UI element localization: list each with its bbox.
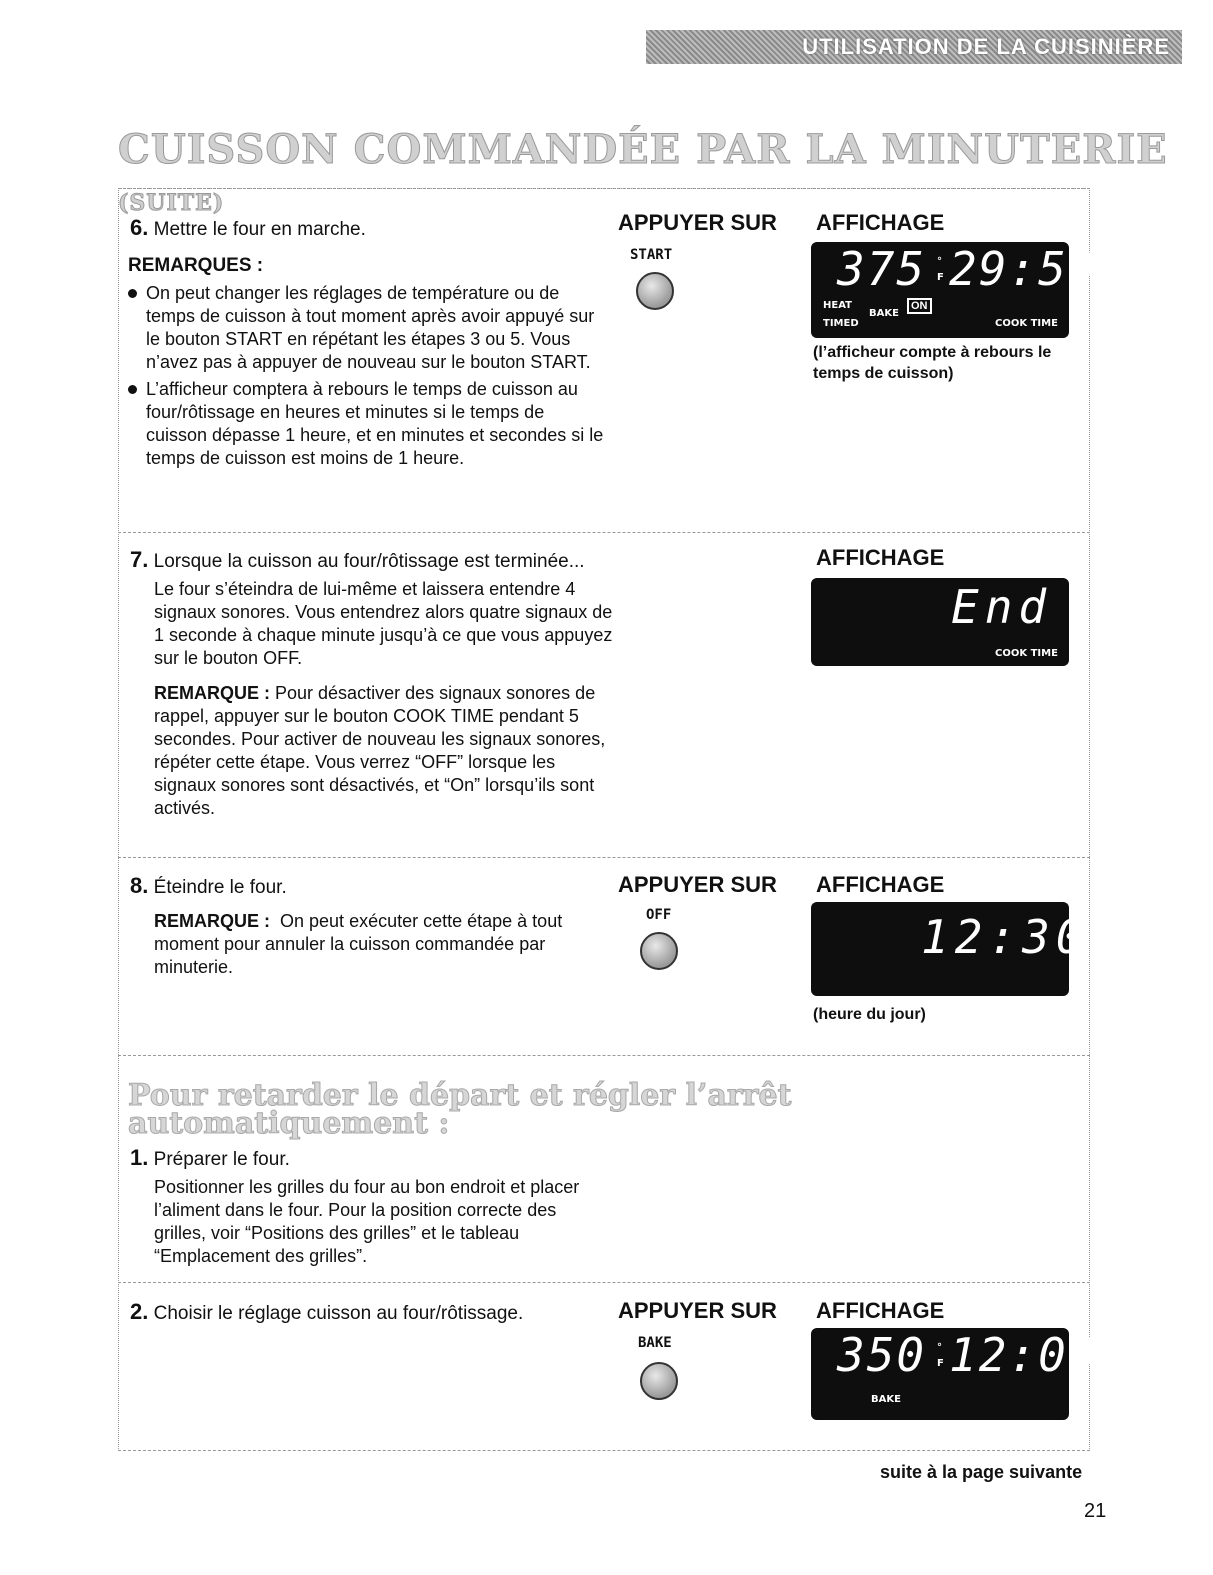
remark — [154, 682, 614, 820]
display-time: 29:59 — [949, 242, 1098, 296]
display-heat: HEAT — [823, 300, 852, 311]
step-1 — [130, 1146, 290, 1171]
press-label: APPUYER SUR — [618, 1298, 777, 1323]
oven-display: 375 ° F 29:59 HEAT TIMED BAKE ON COOK TIME — [811, 242, 1069, 338]
step-8 — [130, 874, 287, 899]
off-button[interactable] — [640, 932, 678, 970]
step-text: Éteindre le four. — [153, 877, 287, 898]
display-label: AFFICHAGE — [816, 545, 945, 570]
display-unit: F — [937, 272, 944, 283]
display-temperature: 350 — [837, 1328, 927, 1382]
oven-display: 350 ° F 12:00 BAKE — [811, 1328, 1069, 1420]
step-text: Choisir le réglage cuisson au four/rôtissage. — [153, 1303, 524, 1324]
step-text: Préparer le four. — [153, 1149, 290, 1170]
display-label: AFFICHAGE — [816, 872, 945, 897]
divider — [118, 188, 1090, 189]
remark-title: REMARQUE : — [154, 683, 270, 703]
step-paragraph: Le four s’éteindra de lui-même et laissera entendre 4 signaux sonores. Vous entendrez alors quatre signaux de 1 seconde à chaque minute jusqu’à ce que vous appuyez sur le bouton OFF. — [154, 579, 613, 668]
divider — [118, 1055, 1090, 1056]
subsection-title-cont: automatiquement : — [128, 1106, 450, 1141]
display-temperature: 375 — [837, 242, 927, 296]
oven-display — [811, 578, 1069, 666]
step-2 — [130, 1300, 523, 1325]
display-caption: (l’afficheur compte à rebours le temps de cuisson) — [813, 344, 1052, 382]
press-label: APPUYER SUR — [618, 872, 777, 897]
remark — [154, 910, 604, 979]
divider — [118, 1450, 1090, 1451]
display-time: 12:00 — [949, 1328, 1098, 1382]
display-caption: (heure du jour) — [813, 1006, 926, 1023]
step-paragraph: Positionner les grilles du four au bon endroit et placer l’aliment dans le four. Pour la position correcte des grilles, voir “Positions des grilles” et le tableau “Emplacement des grilles”. — [154, 1177, 580, 1266]
divider — [118, 1282, 1090, 1283]
step-number: 6. — [130, 215, 149, 240]
start-button[interactable] — [636, 272, 674, 310]
remarks-title: REMARQUES : — [128, 255, 264, 276]
divider — [118, 532, 1090, 533]
step-number: 8. — [130, 873, 149, 898]
display-bake: BAKE — [869, 308, 899, 319]
divider — [118, 857, 1090, 858]
display-on-indicator: ON — [907, 298, 932, 314]
section-banner — [646, 30, 1182, 64]
step-number: 2. — [130, 1299, 149, 1324]
display-cook-time: COOK TIME — [995, 318, 1058, 329]
step-text: Lorsque la cuisson au four/rôtissage est terminée... — [153, 551, 585, 572]
display-end: End — [951, 580, 1053, 634]
step-text: Mettre le four en marche. — [153, 219, 366, 240]
oven-display — [811, 902, 1090, 996]
title-suffix: (SUITE) — [118, 190, 225, 216]
remark-item: L’afficheur comptera à rebours le temps de cuisson au four/rôtissage en heures et minutes si le temps de cuisson dépasse 1 heure, et en minutes et secondes si le temps de cuisson est moins de 1 heure. — [128, 378, 604, 470]
continued-note: suite à la page suivante — [880, 1462, 1083, 1482]
step-6 — [130, 216, 366, 241]
step-number: 7. — [130, 547, 149, 572]
subsection-title: Pour retarder le départ et régler l’arrêt — [128, 1078, 792, 1113]
display-unit: F — [937, 1358, 944, 1369]
bake-button[interactable] — [640, 1362, 678, 1400]
remark-text: On peut exécuter cette étape à tout moment pour annuler la cuisson commandée par minuterie. — [154, 911, 563, 977]
banner-text: UTILISATION DE LA CUISINIÈRE — [802, 34, 1170, 59]
title-text: CUISSON COMMANDÉE PAR LA MINUTERIE — [118, 126, 1168, 173]
press-label: APPUYER SUR — [618, 210, 777, 235]
start-button-label: START — [630, 247, 673, 263]
remark-text: Pour désactiver des signaux sonores de rappel, appuyer sur le bouton COOK TIME pendant 5 secondes. Pour activer de nouveau les signaux sonores, répéter cette étape. Vous verrez “OFF” lorsque les signaux sonores sont désactivés, et “On” lorsqu’ils sont activés. — [154, 683, 606, 818]
remark-title: REMARQUE : — [154, 911, 270, 931]
step-7 — [130, 548, 585, 573]
display-label: AFFICHAGE — [816, 210, 945, 235]
page-number: 21 — [1084, 1500, 1107, 1522]
bake-button-label: BAKE — [638, 1335, 672, 1351]
display-label: AFFICHAGE — [816, 1298, 945, 1323]
remark-item: On peut changer les réglages de température ou de temps de cuisson à tout moment après avoir appuyé sur le bouton START en répétant les étapes 3 ou 5. Vous n’avez pas à appuyer de nouveau sur le bouton START. — [128, 282, 604, 374]
off-button-label: OFF — [646, 907, 672, 923]
remarks-list — [128, 282, 604, 470]
display-cook-time: COOK TIME — [995, 648, 1058, 659]
display-timed: TIMED — [823, 318, 859, 329]
display-bake: BAKE — [871, 1394, 901, 1405]
step-number: 1. — [130, 1145, 149, 1170]
display-time: 12:30 — [921, 910, 1090, 964]
